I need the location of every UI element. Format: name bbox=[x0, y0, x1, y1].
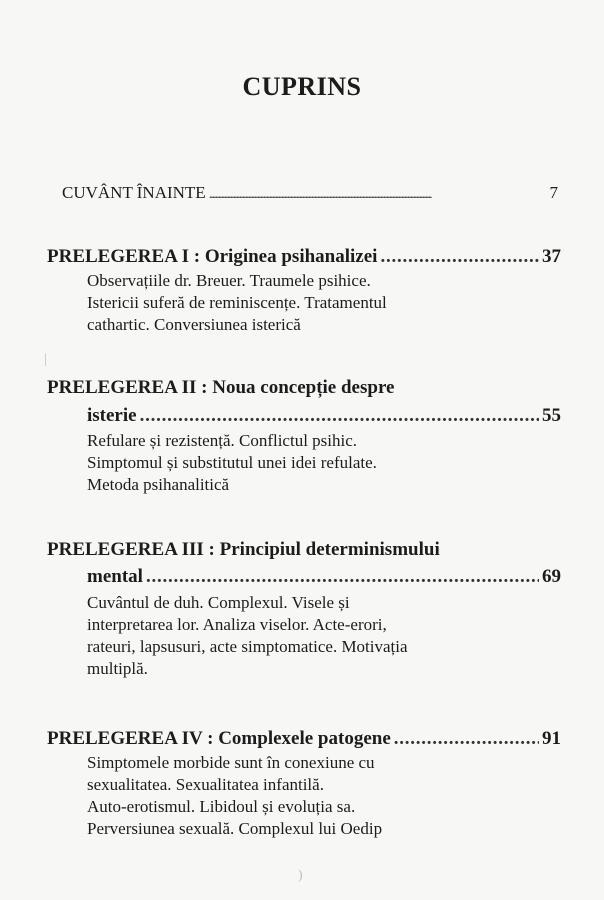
description-line: Perversiunea sexuală. Complexul lui Oedip bbox=[87, 819, 383, 838]
scan-speck: | bbox=[44, 352, 47, 367]
page-title: CUPRINS bbox=[242, 72, 362, 101]
toc-entry-label: mental bbox=[87, 566, 143, 587]
description-line: Auto-erotismul. Libidoul și evoluția sa. bbox=[87, 797, 356, 816]
toc-page-number: 55 bbox=[542, 405, 561, 426]
toc-entry-lecture-4 bbox=[47, 728, 561, 750]
description-line: rateuri, lapsusuri, acte simptomatice. Motivația bbox=[87, 637, 408, 656]
toc-entry-lecture-3-heading: PRELEGEREA III : Principiul determinismului bbox=[47, 539, 440, 560]
description-line: Simptomul și substitutul unei idei refulate. bbox=[87, 453, 377, 472]
description-line: multiplă. bbox=[87, 659, 148, 678]
toc-entry-label: isterie bbox=[87, 405, 137, 426]
toc-page-number: 37 bbox=[542, 246, 561, 267]
dot-leader bbox=[209, 183, 547, 203]
toc-page-number: 69 bbox=[542, 566, 561, 587]
dot-leader bbox=[146, 566, 539, 588]
toc-entry-lecture-3 bbox=[87, 566, 561, 588]
toc-entry-description bbox=[87, 592, 547, 680]
toc-entry-foreword bbox=[62, 183, 558, 203]
toc-entry-label: PRELEGEREA I : Originea psihanalizei bbox=[47, 246, 378, 267]
description-line: Observațiile dr. Breuer. Traumele psihice. bbox=[87, 271, 371, 290]
description-line: Metoda psihanalitică bbox=[87, 475, 230, 494]
dot-leader bbox=[140, 405, 539, 427]
description-line: Simptomele morbide sunt în conexiune cu bbox=[87, 753, 375, 772]
toc-entry-lecture-2 bbox=[87, 405, 561, 427]
description-line: sexualitatea. Sexualitatea infantilă. bbox=[87, 775, 324, 794]
toc-page-number: 7 bbox=[549, 183, 558, 202]
toc-entry-lecture-2-heading: PRELEGEREA II : Noua concepție despre bbox=[47, 377, 395, 398]
toc-entry-description bbox=[87, 430, 547, 496]
toc-page-number: 91 bbox=[542, 728, 561, 749]
toc-entry-lecture-1 bbox=[47, 246, 561, 268]
description-line: Cuvântul de duh. Complexul. Visele și bbox=[87, 593, 350, 612]
dot-leader bbox=[394, 728, 539, 750]
description-line: Refulare și rezistență. Conflictul psihic. bbox=[87, 431, 358, 450]
toc-entry-label: CUVÂNT ÎNAINTE bbox=[62, 183, 206, 202]
toc-entry-description bbox=[87, 752, 547, 840]
dot-leader bbox=[380, 246, 539, 268]
toc-entry-label: PRELEGEREA IV : Complexele patogene bbox=[47, 728, 391, 749]
scan-speck: ) bbox=[298, 868, 303, 883]
description-line: Istericii suferă de reminiscențe. Tratamentul bbox=[87, 293, 387, 312]
toc-entry-description bbox=[87, 270, 547, 336]
description-line: cathartic. Conversiunea isterică bbox=[87, 315, 301, 334]
description-line: interpretarea lor. Analiza viselor. Acte-erori, bbox=[87, 615, 387, 634]
